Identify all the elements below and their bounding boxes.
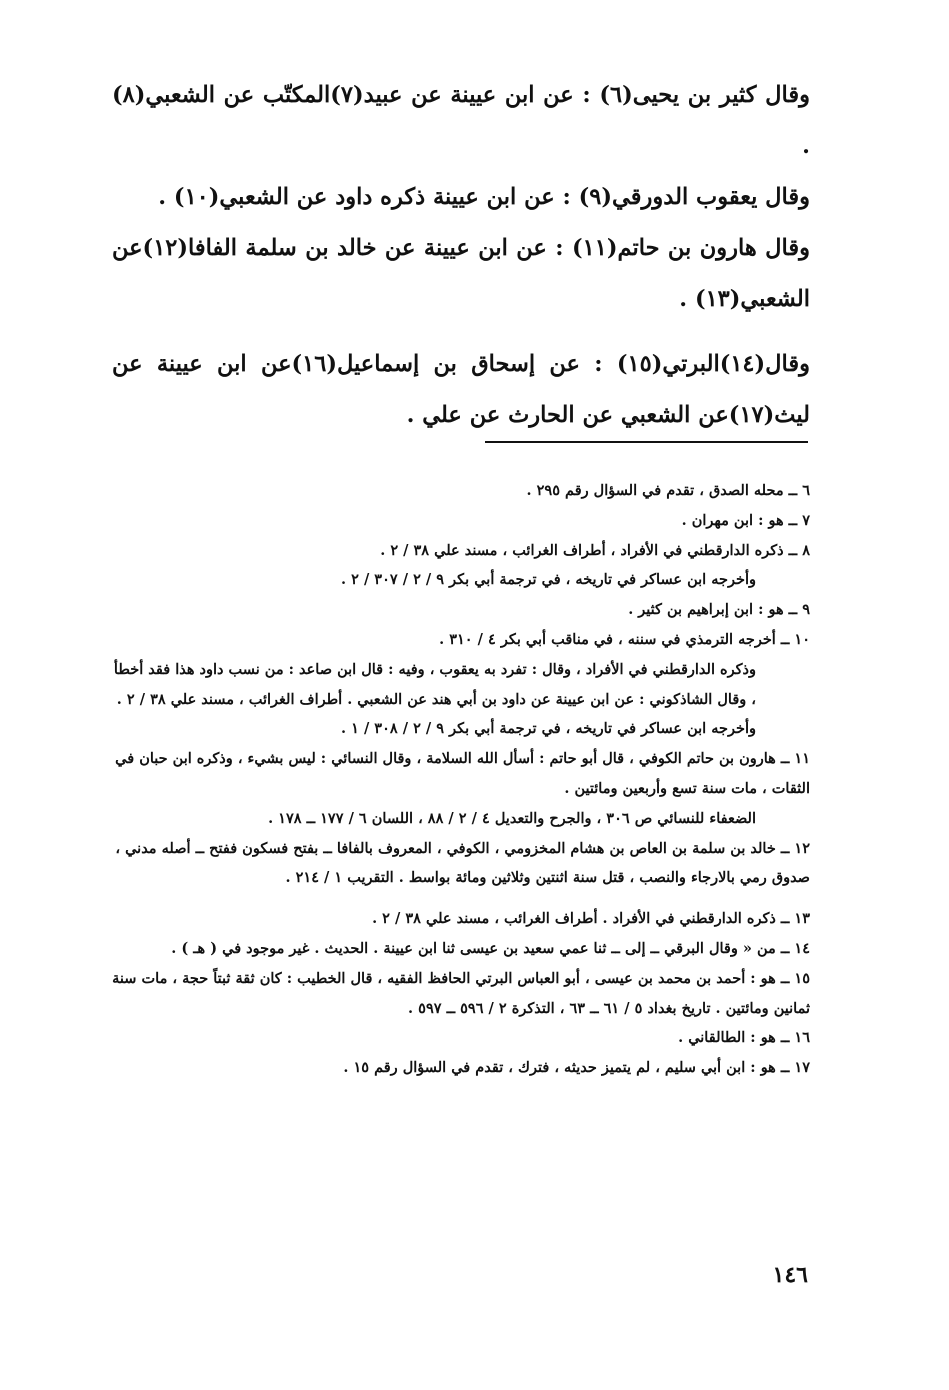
main-line: وقال(١٤)البرتي(١٥) : عن إسحاق بن إسماعيل(١٦)عن ابن عيينة عن ليث(١٧)عن الشعبي عن الحارث عن علي . — [112, 351, 810, 428]
footnote: ١٠ ــ أخرجه الترمذي في سننه ، في مناقب أبي بكر ٤ / ٣١٠ . — [439, 630, 810, 648]
footnote: ١٧ ــ هو : ابن أبي سليم ، لم يتميز حديثه ، فترك ، تقدم في السؤال رقم ١٥ . — [343, 1059, 810, 1077]
footnote: ١٤ ــ من « وقال البرقي ــ إلى ــ ثنا عمي سعيد بن عيسى ثنا ابن عيينة . الحديث . غير موجود في ( هـ ) . — [171, 939, 810, 957]
main-line: وقال كثير بن يحيى(٦) : عن ابن عيينة عن عبيد(٧)المكتّب عن الشعبي(٨) . — [112, 82, 810, 159]
footnote-continuation: وذكره الدارقطني في الأفراد ، وقال : تفرد به يعقوب ، وفيه : قال ابن صاعد : من نسب داود هذا فقد أخطأ ، وقال الشاذكوني : عن ابن عيينة عن داود بن أبي هند عن الشعبي . أطراف الغرائب ، مسند علي ٣٨ / ٢ . — [113, 660, 756, 708]
footnotes — [112, 476, 810, 1083]
footnote-continuation: وأخرجه ابن عساكر في تاريخه ، في ترجمة أبي بكر ٩ / ٢ / ٣٠٧ / ٢ . — [340, 571, 756, 589]
footnote: ٩ ــ هو : ابن إبراهيم بن كثير . — [628, 601, 810, 619]
page-number: ١٤٦ — [772, 1262, 808, 1288]
footnote: ١٥ ــ هو : أحمد بن محمد بن عيسى ، أبو العباس البرتي الحافظ الفقيه ، قال الخطيب : كان ثقة ثبتاً حجة ، مات سنة ثمانين ومائتين . تاريخ بغداد ٥ / ٦١ ــ ٦٣ ، التذكرة ٢ / ٥٩٦ ــ ٥٩٧ . — [112, 969, 810, 1017]
footnote-continuation: الضعفاء للنسائي ص ٣٠٦ ، والجرح والتعديل ٤ / ٢ / ٨٨ ، اللسان ٦ / ١٧٧ ــ ١٧٨ . — [268, 809, 756, 827]
footnote-separator — [485, 441, 808, 443]
footnote: ١٦ ــ هو : الطالقاني . — [678, 1029, 810, 1047]
footnote: ٧ ــ هو : ابن مهران . — [681, 511, 810, 529]
footnote: ١٢ ــ خالد بن سلمة بن العاص بن هشام المخزومي ، الكوفي ، المعروف بالفافا ــ بفتح فسكون ففتح ــ أصله مدني ، صدوق رمي بالارجاء والنصب ، قتل سنة اثنتين وثلاثين ومائة بواسط . التقريب ١ / ٢١٤ . — [115, 839, 810, 887]
main-line: وقال هارون بن حاتم(١١) : عن ابن عيينة عن خالد بن سلمة الفافا(١٢)عن الشعبي(١٣) . — [112, 235, 810, 312]
footnote: ٨ ــ ذكره الدارقطني في الأفراد ، أطراف الغرائب ، مسند علي ٣٨ / ٢ . — [380, 541, 810, 559]
main-line: وقال يعقوب الدورقي(٩) : عن ابن عيينة ذكره داود عن الشعبي(١٠) . — [158, 184, 810, 210]
footnote: ١١ ــ هارون بن حاتم الكوفي ، قال أبو حاتم : أسأل الله السلامة ، وقال النسائي : ليس بشيء ، وذكره ابن حبان في الثقات ، مات سنة تسع وأربعين ومائتين . — [115, 750, 810, 797]
footnote: ١٣ ــ ذكره الدارقطني في الأفراد . أطراف الغرائب ، مسند علي ٣٨ / ٢ . — [372, 910, 810, 928]
footnote: ٦ ــ محله الصدق ، تقدم في السؤال رقم ٢٩٥ . — [526, 482, 810, 499]
footnote-continuation: وأخرجه ابن عساكر في تاريخه ، في ترجمة أبي بكر ٩ / ٢ / ٣٠٨ / ١ . — [340, 720, 756, 738]
main-text — [112, 70, 810, 441]
